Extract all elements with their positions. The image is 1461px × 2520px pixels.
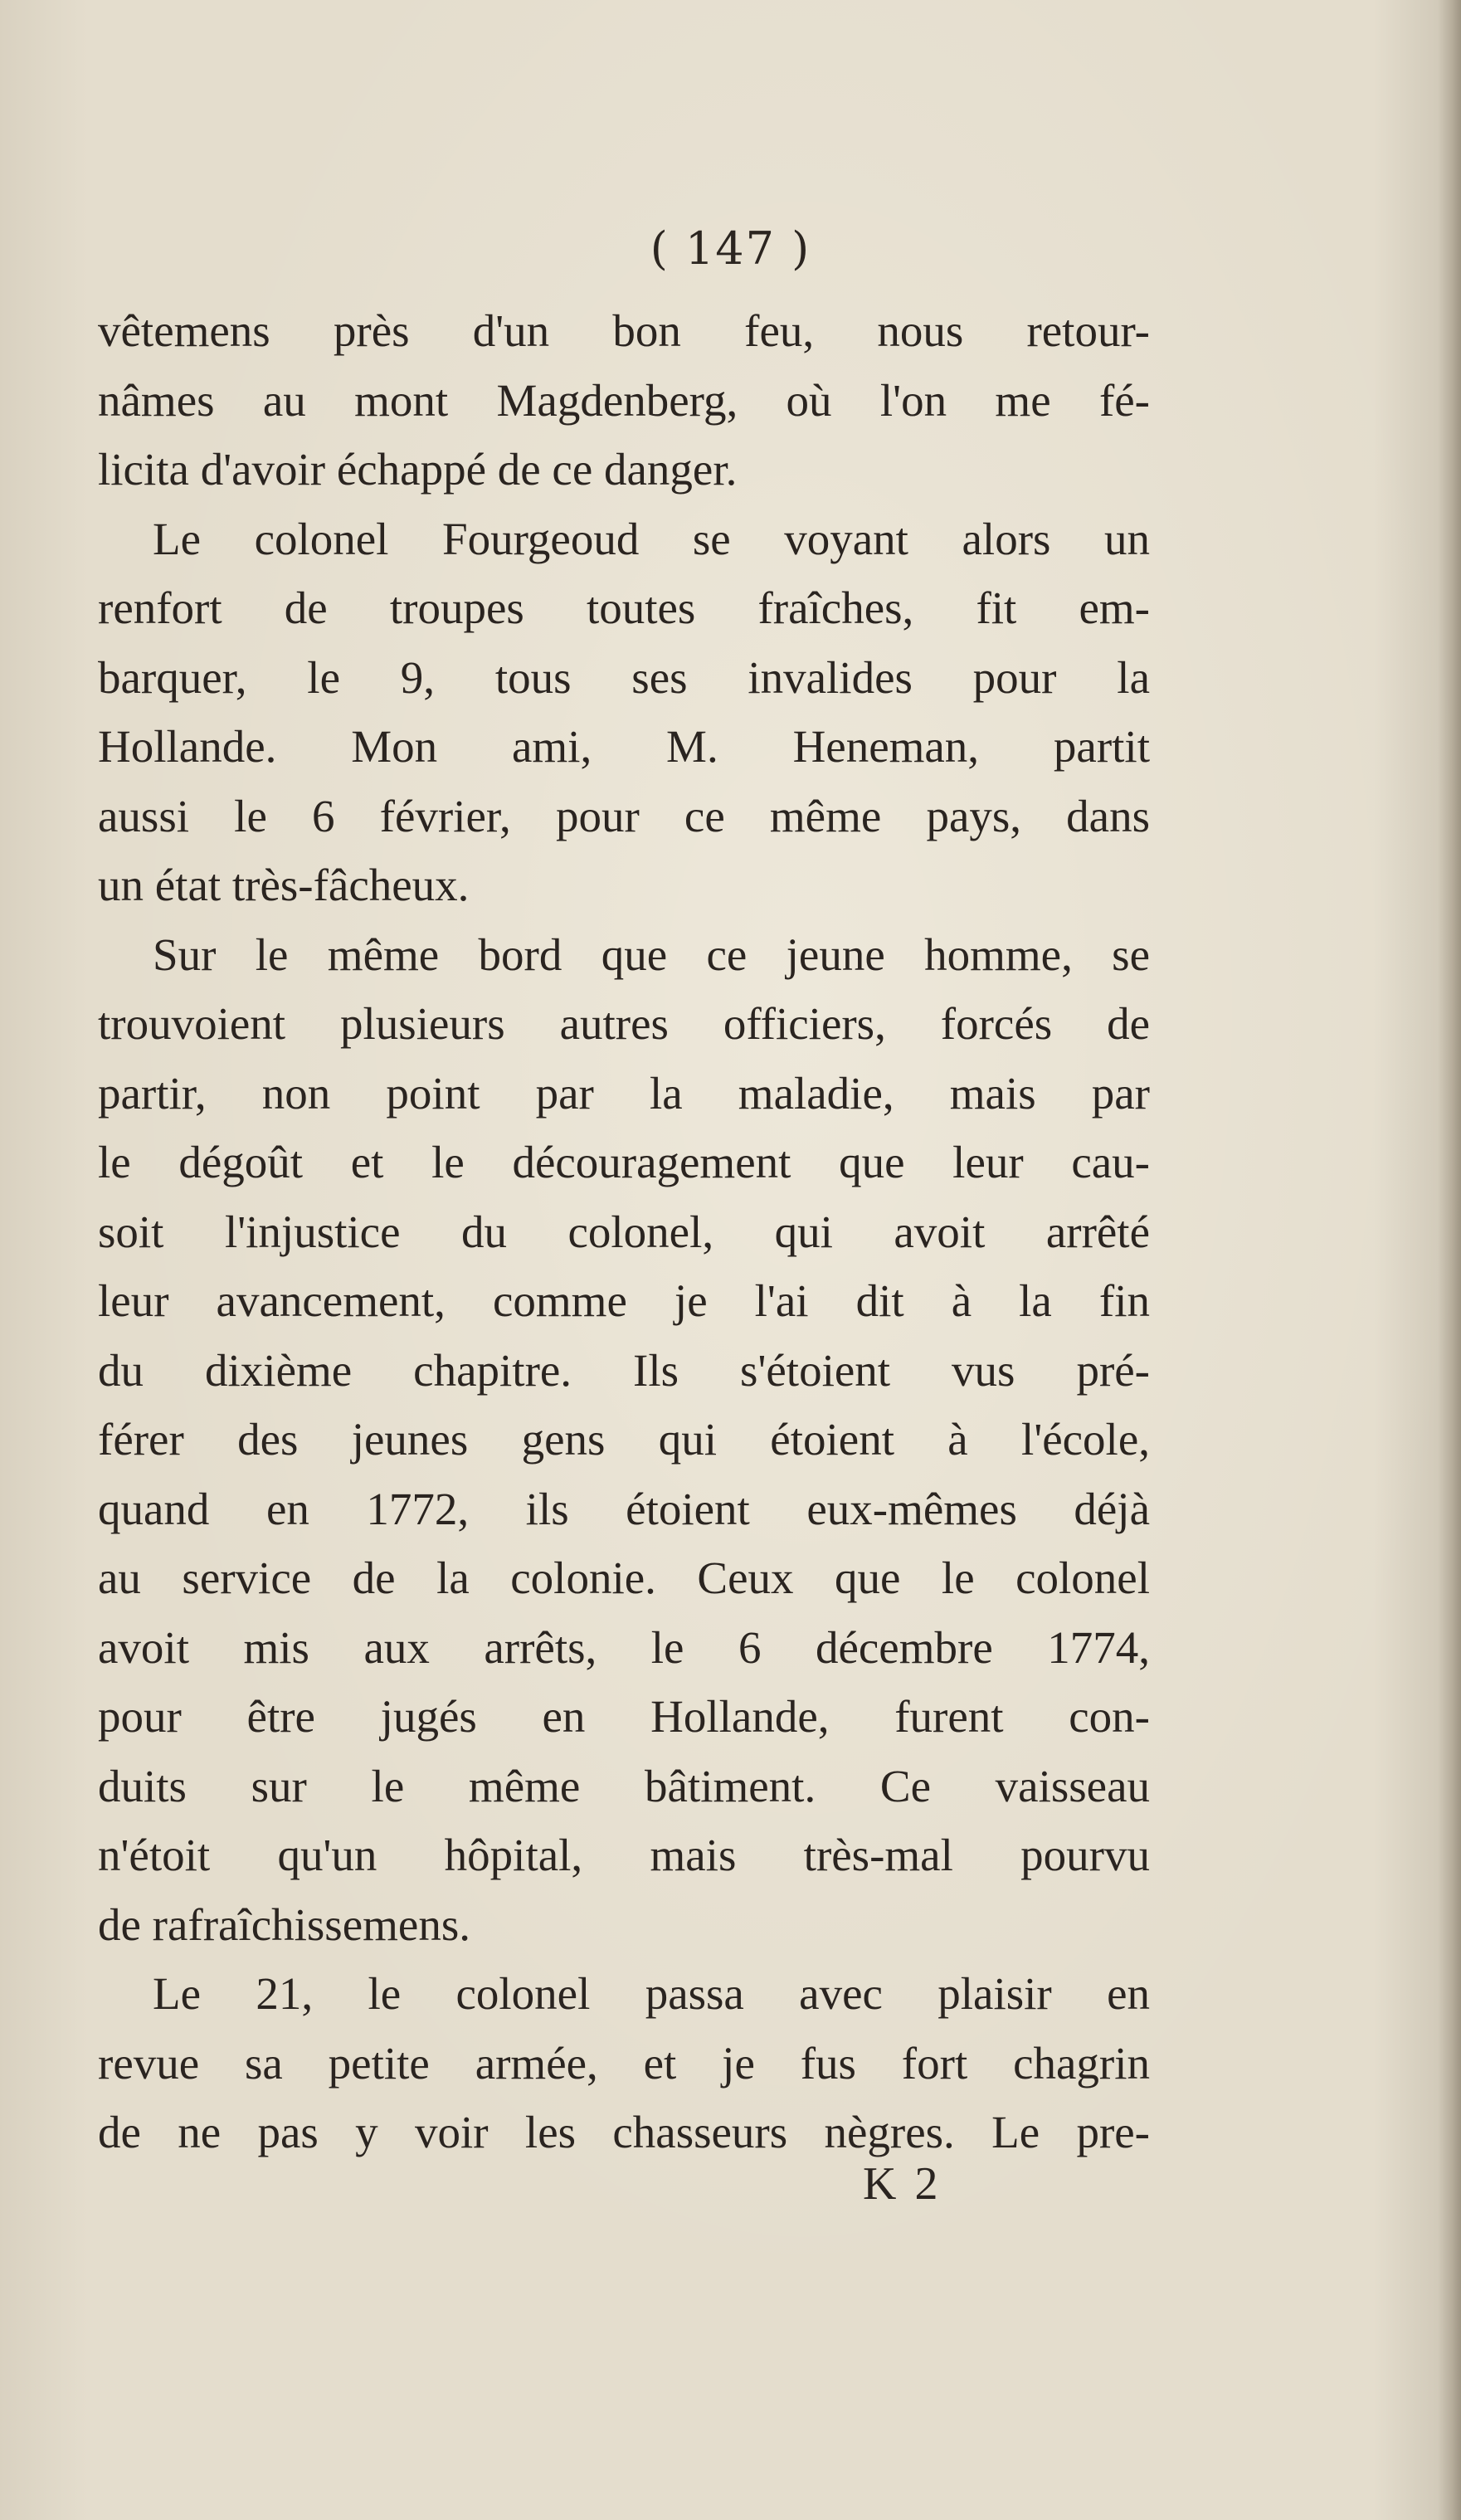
text-line: revue sa petite armée, et je fus fort chagrin (98, 2037, 1150, 2089)
page-edge-shadow (1438, 0, 1461, 2520)
text-line: quand en 1772, ils étoient eux-mêmes déjà (98, 1483, 1150, 1534)
text-line: trouvoient plusieurs autres officiers, forcés de (98, 998, 1150, 1049)
text-line: pour être jugés en Hollande, furent con- (98, 1691, 1150, 1742)
text-line: Le colonel Fourgeoud se voyant alors un (153, 513, 1150, 564)
text-line: de rafraîchissemens. (98, 1899, 470, 1950)
text-line: aussi le 6 février, pour ce même pays, dans (98, 790, 1150, 841)
text-line: leur avancement, comme je l'ai dit à la fin (98, 1275, 1150, 1326)
text-line: au service de la colonie. Ceux que le colonel (98, 1552, 1150, 1603)
text-line: n'étoit qu'un hôpital, mais très-mal pourvu (98, 1830, 1150, 1880)
text-line: férer des jeunes gens qui étoient à l'école, (98, 1414, 1150, 1465)
text-line: duits sur le même bâtiment. Ce vaisseau (98, 1760, 1150, 1811)
page-number-header: ( 147 ) (650, 222, 811, 275)
text-line: barquer, le 9, tous ses invalides pour la (98, 651, 1150, 703)
text-line: licita d'avoir échappé de ce danger. (98, 444, 738, 495)
text-line: avoit mis aux arrêts, le 6 décembre 1774, (98, 1621, 1150, 1673)
text-line: renfort de troupes toutes fraîches, fit em- (98, 582, 1150, 633)
text-line: un état très-fâcheux. (98, 860, 470, 910)
text-line: vêtemens près d'un bon feu, nous retour- (98, 305, 1150, 356)
text-line: Le 21, le colonel passa avec plaisir en (153, 1968, 1150, 2019)
text-line: nâmes au mont Magdenberg, où l'on me fé- (98, 374, 1150, 426)
signature-mark: K 2 (863, 2158, 942, 2210)
text-line: de ne pas y voir les chasseurs nègres. Le pre- (98, 2107, 1150, 2157)
body-text (98, 296, 1150, 2167)
text-line: le dégoût et le découragement que leur cau- (98, 1137, 1150, 1187)
text-line: partir, non point par la maladie, mais par (98, 1067, 1150, 1119)
text-line: Hollande. Mon ami, M. Heneman, partit (98, 721, 1150, 772)
text-line: Sur le même bord que ce jeune homme, se (153, 929, 1150, 980)
text-line: du dixième chapitre. Ils s'étoient vus pré- (98, 1344, 1150, 1396)
text-line: soit l'injustice du colonel, qui avoit arrêté (98, 1206, 1150, 1257)
